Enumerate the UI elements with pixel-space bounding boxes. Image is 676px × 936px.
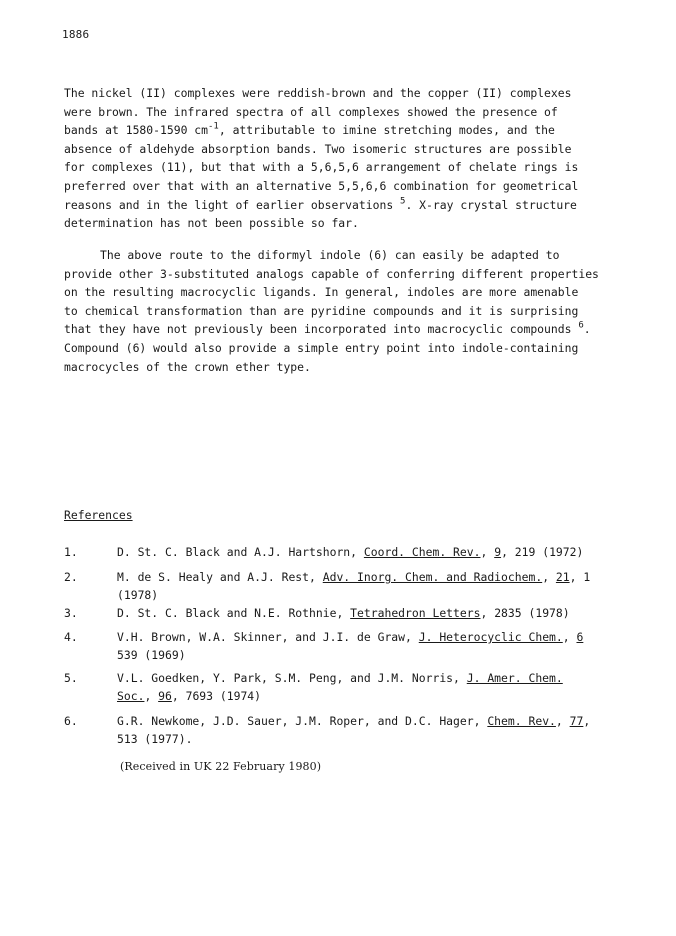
para2-line: provide other 3-substituted analogs capable of conferring different properties [64, 266, 599, 281]
reference-number: 4. [64, 630, 78, 644]
citation-superscript: 6 [578, 320, 584, 331]
reference-text: V.L. Goedken, Y. Park, S.M. Peng, and J.M. Norris, J. Amer. Chem. Soc., 96, 7693 (1974) [117, 671, 563, 703]
journal-title: J. Heterocyclic Chem. [418, 630, 563, 644]
reference-text: D. St. C. Black and N.E. Rothnie, Tetrahedron Letters, 2835 (1978) [117, 606, 570, 620]
journal-title: J. Amer. Chem. [466, 671, 563, 685]
volume-number: 6 [576, 630, 584, 644]
reference-number: 3. [64, 606, 78, 620]
received-date: (Received in UK 22 February 1980) [120, 760, 322, 773]
body-paragraph-1 [64, 84, 654, 233]
journal-title: Soc. [117, 689, 145, 703]
para1-line: were brown. The infrared spectra of all complexes showed the presence of [64, 104, 558, 119]
reference-number: 5. [64, 671, 78, 685]
journal-title: Chem. Rev. [487, 714, 556, 728]
volume-number: 21 [555, 570, 570, 584]
para2-line: to chemical transformation than are pyridine compounds and it is surprising [64, 303, 579, 318]
para1-line: bands at 1580-1590 cm [64, 123, 209, 138]
superscript: -1 [208, 121, 219, 132]
para1-line: . X-ray crystal structure [405, 197, 577, 212]
reference-text: M. de S. Healy and A.J. Rest, Adv. Inorg. Chem. and Radiochem., 21, 1 (1978) [117, 570, 591, 602]
body-paragraph-2 [64, 246, 654, 376]
para1-line: absence of aldehyde absorption bands. Two isomeric structures are possible [64, 141, 572, 156]
reference-text: V.H. Brown, W.A. Skinner, and J.I. de Graw, J. Heterocyclic Chem., 6 539 (1969) [117, 630, 584, 662]
para1-line: The nickel (II) complexes were reddish-brown and the copper (II) complexes [64, 86, 572, 100]
journal-title: Coord. Chem. Rev. [363, 545, 481, 559]
citation-superscript: 5 [400, 196, 406, 207]
para2-line: The above route to the diformyl indole (6) can easily be adapted to [100, 248, 560, 262]
reference-number: 6. [64, 714, 78, 728]
journal-title: Adv. Inorg. Chem. and Radiochem. [322, 570, 543, 584]
para1-line: for complexes (11), but that with a 5,6,5,6 arrangement of chelate rings is [64, 160, 579, 175]
para1-line: reasons and in the light of earlier observations [64, 197, 401, 212]
page-number: 1886 [62, 28, 90, 41]
volume-number: 77 [569, 714, 584, 728]
para2-line: . [583, 322, 591, 337]
volume-number: 9 [494, 545, 502, 559]
para2-line: on the resulting macrocyclic ligands. In general, indoles are more amenable [64, 285, 579, 300]
journal-title: Tetrahedron Letters [350, 606, 481, 620]
para1-line: preferred over that with an alternative 5,5,6,6 combination for geometrical [64, 178, 579, 193]
references-heading: References [64, 508, 133, 522]
reference-text: G.R. Newkome, J.D. Sauer, J.M. Roper, and D.C. Hager, Chem. Rev., 77, 513 (1977). [117, 714, 591, 746]
reference-number: 1. [64, 545, 78, 559]
para2-line: that they have not previously been incorporated into macrocyclic compounds [64, 322, 579, 337]
volume-number: 96 [158, 689, 172, 703]
para1-line: , attributable to imine stretching modes, and the [218, 123, 555, 138]
reference-text: D. St. C. Black and A.J. Hartshorn, Coord. Chem. Rev., 9, 219 (1972) [117, 545, 584, 559]
para2-line: Compound (6) would also provide a simple entry point into indole-containing [64, 340, 579, 355]
reference-number: 2. [64, 570, 78, 584]
para1-line: determination has not been possible so far. [64, 216, 359, 231]
para2-line: macrocycles of the crown ether type. [64, 359, 311, 374]
